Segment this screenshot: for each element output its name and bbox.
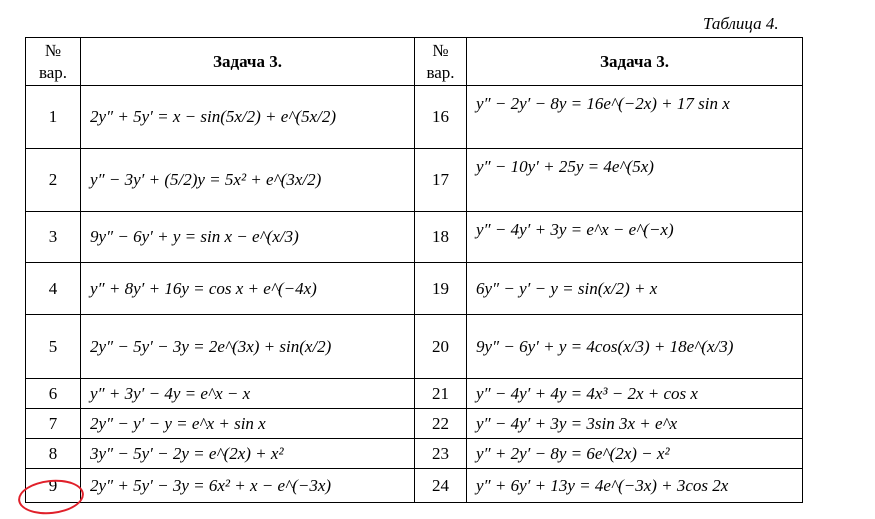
table-caption: Таблица 4.: [703, 14, 779, 33]
equation: y″ + 8y′ + 16y = cos x + e^(−4x): [81, 263, 415, 315]
table-row: [26, 263, 803, 315]
equation: y″ + 6y′ + 13y = 4e^(−3x) + 3cos 2x: [467, 469, 803, 503]
table-row: [26, 379, 803, 409]
variant-number: 17: [415, 149, 467, 212]
equation: y″ + 2y′ − 8y = 6e^(2x) − x²: [467, 439, 803, 469]
variant-number: 5: [26, 315, 81, 379]
equation: y″ + 3y′ − 4y = e^x − x: [81, 379, 415, 409]
equation: 2y″ + 5y′ = x − sin(5x/2) + e^(5x/2): [81, 86, 415, 149]
variant-number: 20: [415, 315, 467, 379]
equation: y″ − 4y′ + 3y = 3sin 3x + e^x: [467, 409, 803, 439]
equation: 2y″ − 5y′ − 3y = 2e^(3x) + sin(x/2): [81, 315, 415, 379]
variant-number: 1: [26, 86, 81, 149]
equation: y″ − 4y′ + 4y = 4x³ − 2x + cos x: [467, 379, 803, 409]
equation: 6y″ − y′ − y = sin(x/2) + x: [467, 263, 803, 315]
variant-number: 6: [26, 379, 81, 409]
variant-number: 24: [415, 469, 467, 503]
variant-number-header-right: № вар.: [415, 38, 467, 86]
equation: y″ − 2y′ − 8y = 16e^(−2x) + 17 sin x: [467, 86, 803, 149]
table-row: [26, 86, 803, 149]
table-row: [26, 149, 803, 212]
variant-number: 18: [415, 212, 467, 263]
table-header-row: [26, 38, 803, 86]
variant-number: 7: [26, 409, 81, 439]
table-row: [26, 315, 803, 379]
equation: y″ − 3y′ + (5/2)y = 5x² + e^(3x/2): [81, 149, 415, 212]
equation: 9y″ − 6y′ + y = sin x − e^(x/3): [81, 212, 415, 263]
table-row: [26, 409, 803, 439]
variant-number: 16: [415, 86, 467, 149]
task-header-right: Задача 3.: [467, 38, 803, 86]
variant-number: 22: [415, 409, 467, 439]
equation: 3y″ − 5y′ − 2y = e^(2x) + x²: [81, 439, 415, 469]
tasks-table: [25, 37, 803, 503]
table-row: [26, 439, 803, 469]
variant-number: 4: [26, 263, 81, 315]
equation: 2y″ + 5y′ − 3y = 6x² + x − e^(−3x): [81, 469, 415, 503]
task-header-left: Задача 3.: [81, 38, 415, 86]
variant-number: 23: [415, 439, 467, 469]
table-row: [26, 212, 803, 263]
variant-number: 9: [26, 469, 81, 503]
table-row: [26, 469, 803, 503]
variant-number-header-left: № вар.: [26, 38, 81, 86]
equation: y″ − 4y′ + 3y = e^x − e^(−x): [467, 212, 803, 263]
variant-number: 19: [415, 263, 467, 315]
variant-number: 21: [415, 379, 467, 409]
equation: y″ − 10y′ + 25y = 4e^(5x): [467, 149, 803, 212]
equation: 9y″ − 6y′ + y = 4cos(x/3) + 18e^(x/3): [467, 315, 803, 379]
variant-number: 2: [26, 149, 81, 212]
variant-number: 3: [26, 212, 81, 263]
equation: 2y″ − y′ − y = e^x + sin x: [81, 409, 415, 439]
variant-number: 8: [26, 439, 81, 469]
